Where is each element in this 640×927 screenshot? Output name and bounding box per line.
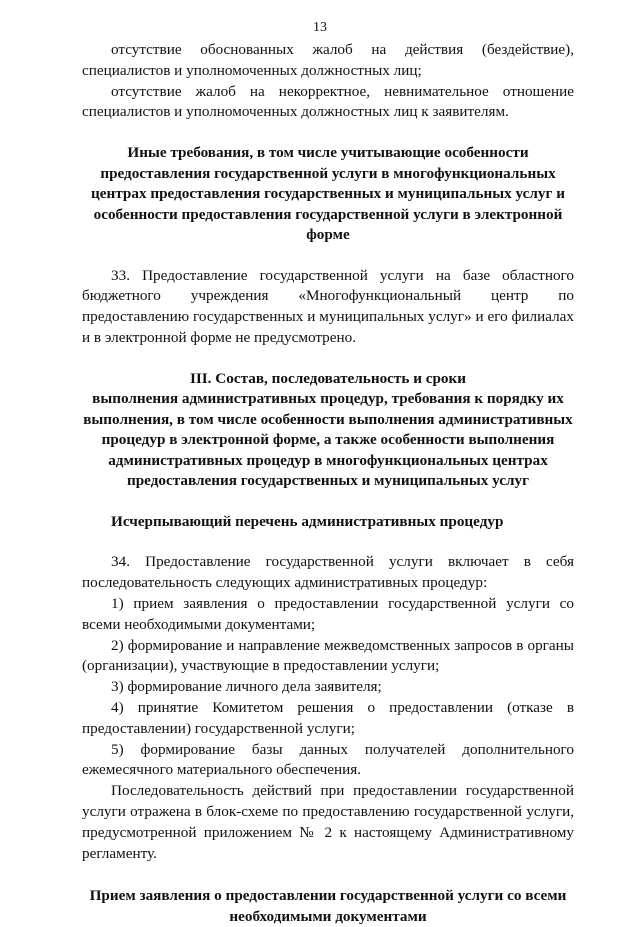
spacer bbox=[82, 492, 574, 512]
procedure-item-3: 3) формирование личного дела заявителя; bbox=[111, 678, 382, 696]
intro-line-2: отсутствие жалоб на некорректное, невнимательное отношение специалистов и уполномоченных должностных лиц к заявителям. bbox=[82, 82, 574, 121]
procedure-item-5: 5) формирование базы данных получателей дополнительного ежемесячного материального обеспечения. bbox=[82, 740, 574, 779]
section-heading-application-intake: Прием заявления о предоставлении государственной услуги со всеми необходимыми документами bbox=[89, 887, 567, 925]
section-heading-procedure-list: Исчерпывающий перечень административных процедур bbox=[111, 512, 504, 530]
spacer bbox=[82, 349, 574, 369]
spacer bbox=[82, 246, 574, 266]
section-heading-other-requirements: Иные требования, в том числе учитывающие особенности предоставления государственной услуги в многофункциональных центрах предоставления государственных и муниципальных услуг и особенности предоставления государственной услуги в электронной форме bbox=[91, 144, 565, 244]
page-content bbox=[82, 40, 574, 927]
spacer bbox=[82, 864, 574, 886]
procedure-item-1: 1) прием заявления о предоставлении государственной услуги со всеми необходимыми документами; bbox=[82, 594, 574, 633]
paragraph-33: 33. Предоставление государственной услуги на базе областного бюджетного учреждения «Многофункциональный центр по предоставлению государственных и муниципальных услуг» и его филиалах и в электронной форме не предусмотрено. bbox=[82, 266, 574, 347]
procedure-item-2: 2) формирование и направление межведомственных запросов в органы (организации), участвующие в предоставлении услуги; bbox=[82, 636, 574, 675]
intro-line-1: отсутствие обоснованных жалоб на действия (бездействие), специалистов и уполномоченных должностных лиц; bbox=[82, 41, 574, 79]
spacer bbox=[82, 532, 574, 552]
section-heading-iii-line1: III. Состав, последовательность и сроки bbox=[189, 369, 467, 387]
spacer bbox=[82, 123, 574, 143]
paragraph-34: 34. Предоставление государственной услуги включает в себя последовательность следующих административных процедур: bbox=[82, 553, 574, 592]
procedure-item-4: 4) принятие Комитетом решения о предоставлении (отказе в предоставлении) государственной услуги; bbox=[82, 698, 574, 737]
page-number: 13 bbox=[313, 20, 327, 35]
section-heading-iii-rest: выполнения административных процедур, требования к порядку их выполнения, в том числе особенности выполнения административных процедур в электронной форме, а также особенности выполнения административных процедур в многофункциональных центрах предоставления государственных и муниципальных услуг bbox=[83, 390, 573, 490]
section-heading-iii bbox=[82, 369, 574, 492]
paragraph-sequence: Последовательность действий при предоставлении государственной услуги отражена в блок-схеме по предоставлению государственной услуги, предусмотренной приложением № 2 к настоящему Административному регламенту. bbox=[82, 782, 574, 862]
